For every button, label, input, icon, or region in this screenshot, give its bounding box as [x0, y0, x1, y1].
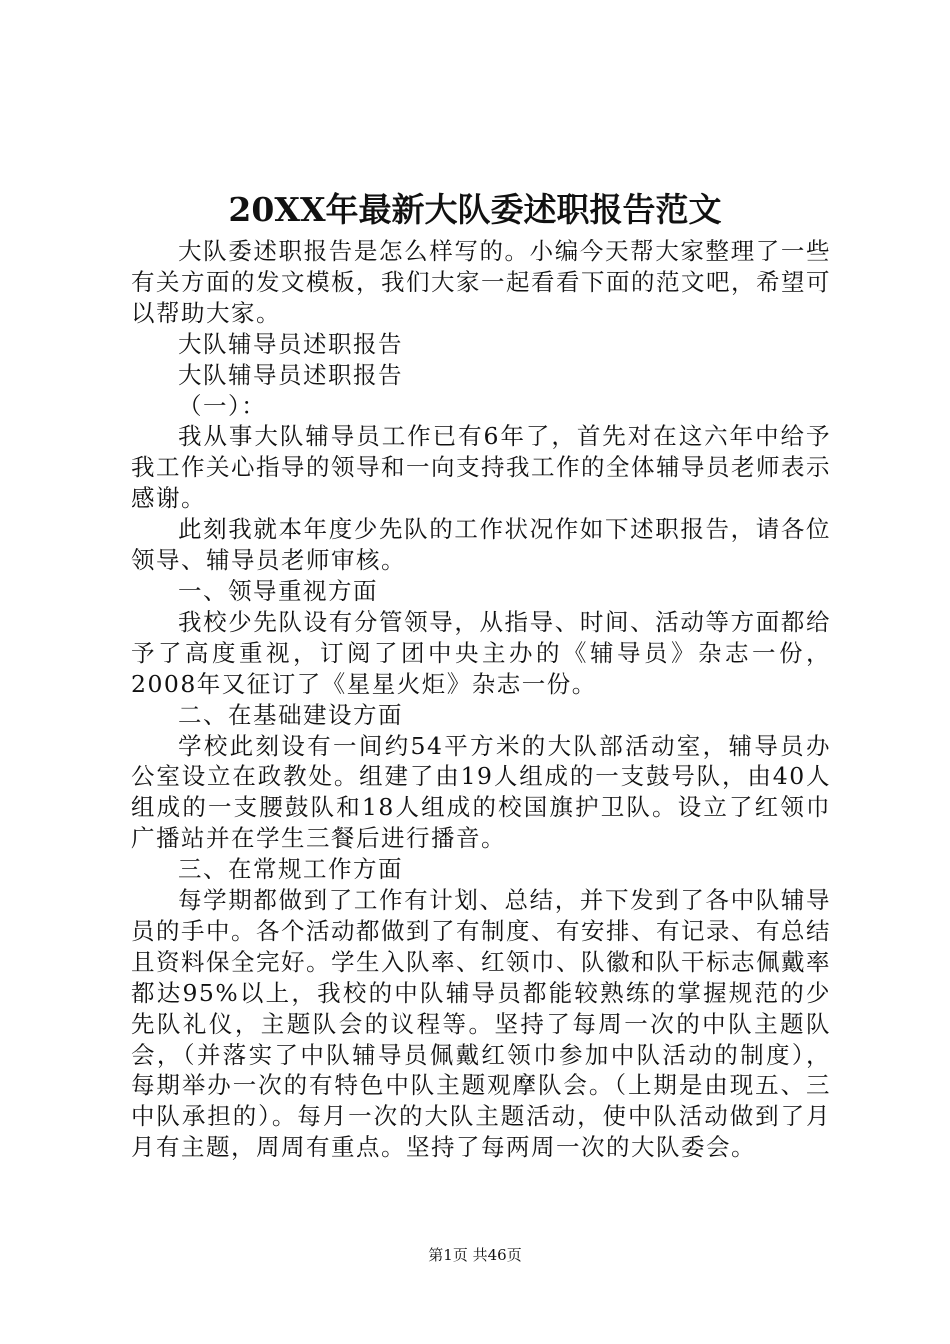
paragraph-heading: 大队辅导员述职报告 — [178, 329, 403, 358]
paragraph: 我校少先队设有分管领导，从指导、时间、活动等方面都给予了高度重视，订阅了团中央主办的《辅导员》杂志一份，2008年又征订了《星星火炬》杂志一份。 — [131, 607, 831, 698]
document-body — [131, 236, 831, 1163]
page-footer: 第1页 共46页 — [428, 1246, 522, 1264]
paragraph: 每学期都做到了工作有计划、总结，并下发到了各中队辅导员的手中。各个活动都做到了有制度、有安排、有记录、有总结且资料保全完好。学生入队率、红领巾、队徽和队干标志佩戴率都达95%以上，我校的中队辅导员都能较熟练的掌握规范的少先队礼仪，主题队会的议程等。坚持了每周一次的中队主题队会，（并落实了中队辅导员佩戴红领巾参加中队活动的制度），每期举办一次的有特色中队主题观摩队会。（上期是由现五、三中队承担的）。每月一次的大队主题活动，使中队活动做到了月月有主题，周周有重点。坚持了每两周一次的大队委会。 — [131, 886, 831, 1162]
paragraph: 学校此刻设有一间约54平方米的大队部活动室，辅导员办公室设立在政教处。组建了由19人组成的一支鼓号队，由40人组成的一支腰鼓队和18人组成的校国旗护卫队。设立了红领巾广播站并在学生三餐后进行播音。 — [131, 731, 831, 853]
section-heading: 一、领导重视方面 — [178, 576, 378, 605]
paragraph-heading: 大队辅导员述职报告 — [178, 360, 403, 389]
document-title: 20XX年最新大队委述职报告范文 — [228, 190, 722, 229]
section-heading: 二、在基础建设方面 — [178, 700, 403, 729]
paragraph: 我从事大队辅导员工作已有6年了，首先对在这六年中给予我工作关心指导的领导和一向支持我工作的全体辅导员老师表示感谢。 — [131, 422, 831, 513]
paragraph-intro: 大队委述职报告是怎么样写的。小编今天帮大家整理了一些有关方面的发文模板，我们大家一起看看下面的范文吧，希望可以帮助大家。 — [131, 237, 831, 327]
paragraph-section-marker: （一）： — [178, 391, 267, 420]
paragraph: 此刻我就本年度少先队的工作状况作如下述职报告，请各位领导、辅导员老师审核。 — [131, 515, 831, 575]
section-heading: 三、在常规工作方面 — [178, 855, 403, 884]
